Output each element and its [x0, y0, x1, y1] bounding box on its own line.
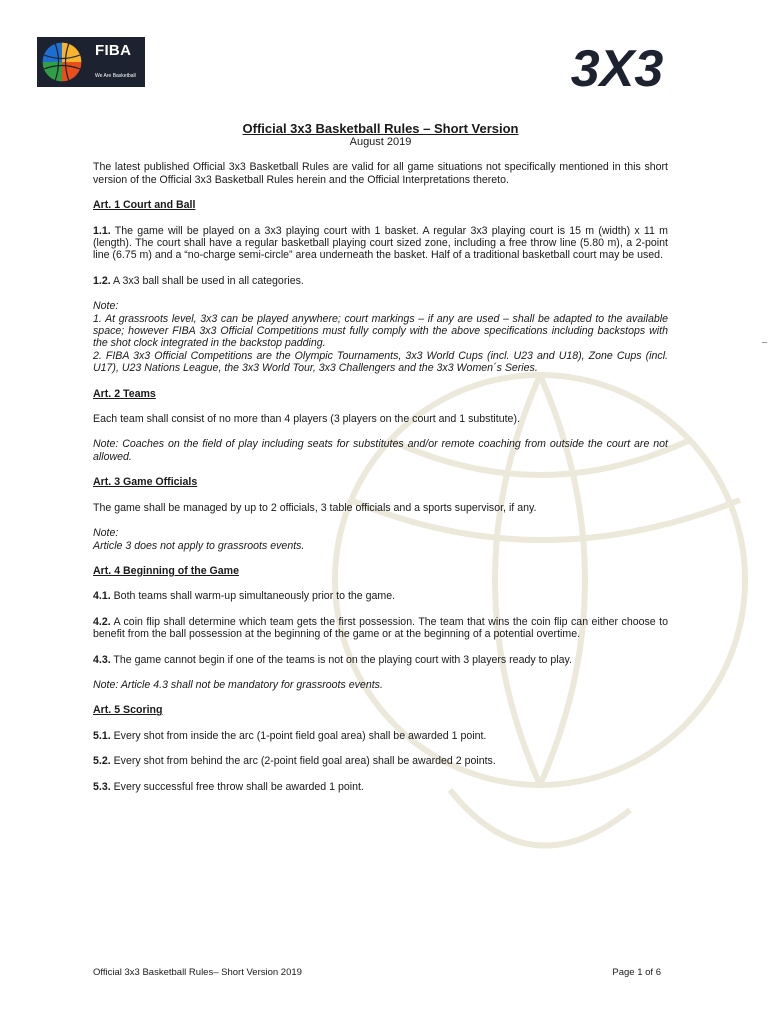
- paragraph-number: 1.2.: [93, 274, 111, 287]
- section-heading-art3: Art. 3 Game Officials: [93, 476, 198, 489]
- logo-3x3-text: 3X3: [570, 41, 664, 93]
- note-art2: Note: Coaches on the field of play including seats for substitutes and/or remote coaching from outside the court are not allowed.: [93, 438, 668, 463]
- footer-document-name: Official 3x3 Basketball Rules– Short Version 2019: [93, 967, 302, 978]
- paragraph-number: 1.1.: [93, 224, 111, 237]
- paragraph-5-1: [93, 730, 668, 742]
- section-heading-art4: Art. 4 Beginning of the Game: [93, 564, 239, 577]
- paragraph-number: 5.1.: [93, 729, 111, 742]
- fiba-logo: [37, 37, 145, 87]
- paragraph-4-3: [93, 654, 668, 666]
- paragraph-text: Both teams shall warm-up simultaneously prior to the game.: [110, 590, 396, 603]
- note-art3: Article 3 does not apply to grassroots events.: [93, 539, 305, 552]
- document-date: August 2019: [349, 136, 412, 148]
- logo-3x3: [556, 41, 678, 93]
- paragraph-5-2: [93, 755, 668, 767]
- paragraph-number: 4.2.: [93, 615, 111, 628]
- paragraph-number: 5.2.: [93, 755, 111, 768]
- paragraph-art2: Each team shall consist of no more than 4 players (3 players on the court and 1 substitute).: [93, 413, 520, 426]
- section-heading-art1: Art. 1 Court and Ball: [93, 199, 196, 212]
- paragraph-number: 4.3.: [93, 653, 111, 666]
- note-1: 1. At grassroots level, 3x3 can be played anywhere; court markings – if any are used – shall be adapted to the available space; however FIBA 3x3 Official Competitions must fully comply with the above specifications including backstops with the shot clock integrated in the backstop padding.: [93, 312, 668, 350]
- note-art4: Note: Article 4.3 shall not be mandatory for grassroots events.: [93, 678, 383, 691]
- note-label-art3: Note:: [93, 527, 119, 540]
- section-heading-art5: Art. 5 Scoring: [93, 704, 163, 717]
- edge-mark: [762, 342, 767, 343]
- paragraph-number: 5.3.: [93, 780, 111, 793]
- paragraph-4-1: [93, 590, 668, 602]
- note-label: Note:: [93, 300, 119, 313]
- document-title: Official 3x3 Basketball Rules – Short Version: [242, 121, 519, 136]
- paragraph-text: Every shot from behind the arc (2-point field goal area) shall be awarded 2 points.: [110, 755, 496, 768]
- paragraph-1-2: [93, 275, 668, 287]
- paragraph-art3: The game shall be managed by up to 2 officials, 3 table officials and a sports supervisor, if any.: [93, 501, 537, 514]
- paragraph-1-1: [93, 225, 668, 262]
- paragraph-text: A 3x3 ball shall be used in all categories.: [110, 274, 304, 287]
- paragraph-text: The game will be played on a 3x3 playing court with 1 basket. A regular 3x3 playing court is 15 m (width) x 11 m (length). The court shall have a regular basketball playing court sized zone, including a free throw line (5.80 m), a 2-point line (6.75 m) and a “no-charge semi-circle” area underneath the basket. Half of a traditional basketball court may be used.: [93, 224, 668, 262]
- paragraph-text: The game cannot begin if one of the teams is not on the playing court with 3 players ready to play.: [110, 653, 572, 666]
- fiba-wordmark: FIBA: [95, 42, 132, 59]
- note-2: 2. FIBA 3x3 Official Competitions are the Olympic Tournaments, 3x3 World Cups (incl. U23 and U18), Zone Cups (incl. U17), U23 Nations League, the 3x3 World Tour, 3x3 Challengers and the 3x3 Women´s Series.: [93, 349, 668, 375]
- paragraph-text: Every shot from inside the arc (1-point field goal area) shall be awarded 1 point.: [110, 729, 487, 742]
- paragraph-text: A coin flip shall determine which team gets the first possession. The team that wins the coin flip can either choose to benefit from the ball possession at the beginning of the game or at the beginning of a potential overtime.: [93, 615, 668, 641]
- intro-paragraph: The latest published Official 3x3 Basketball Rules are valid for all game situations not specifically mentioned in this short version of the Official 3x3 Basketball Rules herein and the Official Interpretations thereto.: [93, 161, 668, 186]
- paragraph-number: 4.1.: [93, 590, 111, 603]
- section-heading-art2: Art. 2 Teams: [93, 387, 156, 400]
- page-number: Page 1 of 6: [612, 967, 661, 978]
- paragraph-5-3: [93, 781, 668, 793]
- fiba-tagline: We Are Basketball: [95, 73, 136, 79]
- paragraph-4-2: [93, 616, 668, 641]
- document-body: [93, 121, 668, 793]
- page-header: [0, 0, 768, 100]
- fiba-ball-icon: [40, 40, 84, 84]
- paragraph-text: Every successful free throw shall be awarded 1 point.: [110, 780, 364, 793]
